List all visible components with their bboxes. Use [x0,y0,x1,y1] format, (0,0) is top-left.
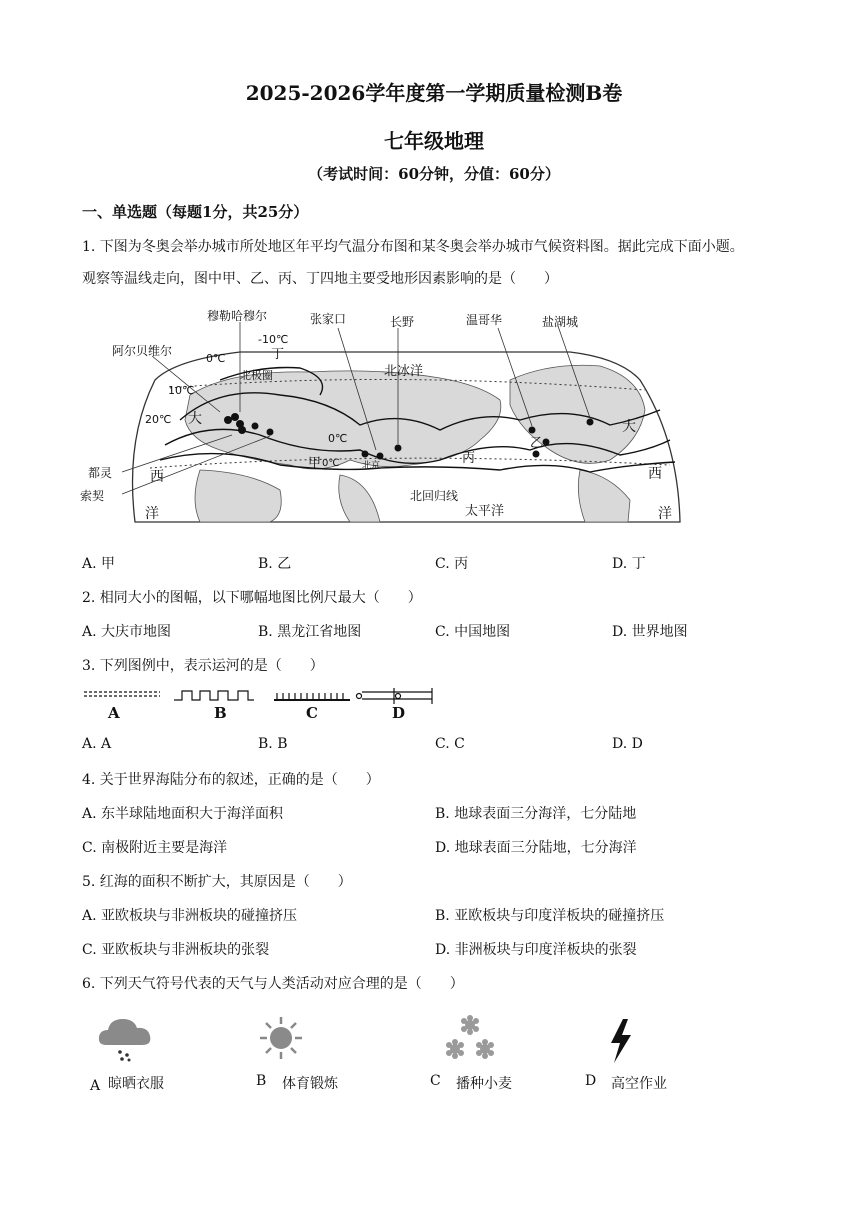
q5-option-b[interactable]: B. 亚欧板块与印度洋板块的碰撞挤压 [435,908,665,924]
city-label: 温哥华 [466,313,503,327]
q6-letter-b[interactable]: B [256,1073,267,1089]
q1-option-a[interactable]: A. 甲 [82,556,116,572]
q3-option-c[interactable]: C. C [435,736,465,752]
isotherm-map [80,300,700,530]
q1-option-b[interactable]: B. 乙 [258,556,292,572]
q3-option-b[interactable]: B. B [258,736,288,752]
city-label: 盐湖城 [542,315,579,329]
city-label: 长野 [390,315,415,329]
q1-stem-line2: 观察等温线走向，图中甲、乙、丙、丁四地主要受地形因素影响的是（ ） [82,271,558,287]
place-label: 丙 [462,451,476,466]
q2-stem: 2. 相同大小的图幅，以下哪幅地图比例尺最大（ ） [82,590,422,606]
q4-option-b[interactable]: B. 地球表面三分海洋，七分陆地 [435,806,637,822]
legend-letter: A [108,704,120,722]
isotherm-label: -10℃ [258,333,289,346]
isotherm-label: 0℃ [206,352,226,365]
q4-option-c[interactable]: C. 南极附近主要是海洋 [82,840,228,856]
q6-letter-d[interactable]: D [585,1073,597,1089]
q6-activity-b[interactable]: 体育锻炼 [282,1076,338,1092]
isotherm-label: 0℃ [328,432,348,445]
city-label: 张家口 [310,312,347,326]
q4-option-d[interactable]: D. 地球表面三分陆地，七分海洋 [435,840,637,856]
q5-option-c[interactable]: C. 亚欧板块与非洲板块的张裂 [82,942,270,958]
arctic-circle-label: 北极圈 [240,369,273,382]
q5-stem: 5. 红海的面积不断扩大，其原因是（ ） [82,874,352,890]
isotherm-label: 0℃ [322,458,340,469]
q1-option-d[interactable]: D. 丁 [612,556,646,572]
legend-letter: D [392,704,406,722]
rain-cloud-icon [96,1013,156,1063]
q2-option-b[interactable]: B. 黑龙江省地图 [258,624,362,640]
lightning-icon [608,1018,634,1064]
map-legend-symbols [82,686,442,706]
ocean-label: 西 [648,466,662,482]
q3-option-d[interactable]: D. D [612,736,643,752]
subject-title: 七年级地理 [384,129,484,153]
sun-icon [258,1015,304,1061]
q2-option-c[interactable]: C. 中国地图 [435,624,511,640]
ocean-label: 大 [622,419,636,435]
q2-option-d[interactable]: D. 世界地图 [612,624,688,640]
q6-letter-a[interactable]: A [90,1078,101,1094]
ocean-label: 洋 [145,506,159,522]
isotherm-label: 20℃ [145,413,172,426]
q5-option-a[interactable]: A. 亚欧板块与非洲板块的碰撞挤压 [82,908,298,924]
legend-letter: B [214,704,227,722]
q3-stem: 3. 下列图例中，表示运河的是（ ） [82,658,324,674]
q1-option-c[interactable]: C. 丙 [435,556,469,572]
q6-activity-c[interactable]: 播种小麦 [456,1076,512,1092]
q1-stem-line1: 1. 下图为冬奥会举办城市所处地区年平均气温分布图和某冬奥会举办城市气候资料图。据此完成下面小题。 [82,239,744,255]
ocean-label: 北冰洋 [384,364,424,379]
q6-stem: 6. 下列天气符号代表的天气与人类活动对应合理的是（ ） [82,976,464,992]
q4-option-a[interactable]: A. 东半球陆地面积大于海洋面积 [82,806,284,822]
exam-info: （考试时间：60分钟，分值：60分） [308,165,560,183]
place-label: 丁 [271,347,285,362]
place-label: 乙 [530,436,544,451]
city-label: 北京 [362,461,381,471]
ocean-label: 太平洋 [465,504,505,519]
section-title: 一、单选题（每题1分，共25分） [82,203,309,221]
place-label: 甲 [308,456,322,471]
q5-option-d[interactable]: D. 非洲板块与印度洋板块的张裂 [435,942,637,958]
legend-letter: C [306,704,318,722]
city-label: 都灵 [88,466,113,480]
q2-option-a[interactable]: A. 大庆市地图 [82,624,172,640]
city-label: 穆勒哈穆尔 [207,309,268,323]
isotherm-label: 10℃ [168,384,195,397]
tropic-label: 北回归线 [410,489,459,503]
q6-letter-c[interactable]: C [430,1073,441,1089]
city-label: 索契 [80,489,105,503]
city-label: 阿尔贝维尔 [112,344,173,358]
ocean-label: 西 [150,469,164,485]
ocean-label: 洋 [658,506,672,522]
exam-title: 2025-2026学年度第一学期质量检测B卷 [245,81,623,105]
q3-option-a[interactable]: A. A [82,736,112,752]
snowflake-icon [442,1015,498,1063]
q6-activity-a[interactable]: 晾晒衣服 [108,1076,164,1092]
ocean-label: 大 [188,411,202,427]
q4-stem: 4. 关于世界海陆分布的叙述，正确的是（ ） [82,772,380,788]
q6-activity-d[interactable]: 高空作业 [611,1076,667,1092]
